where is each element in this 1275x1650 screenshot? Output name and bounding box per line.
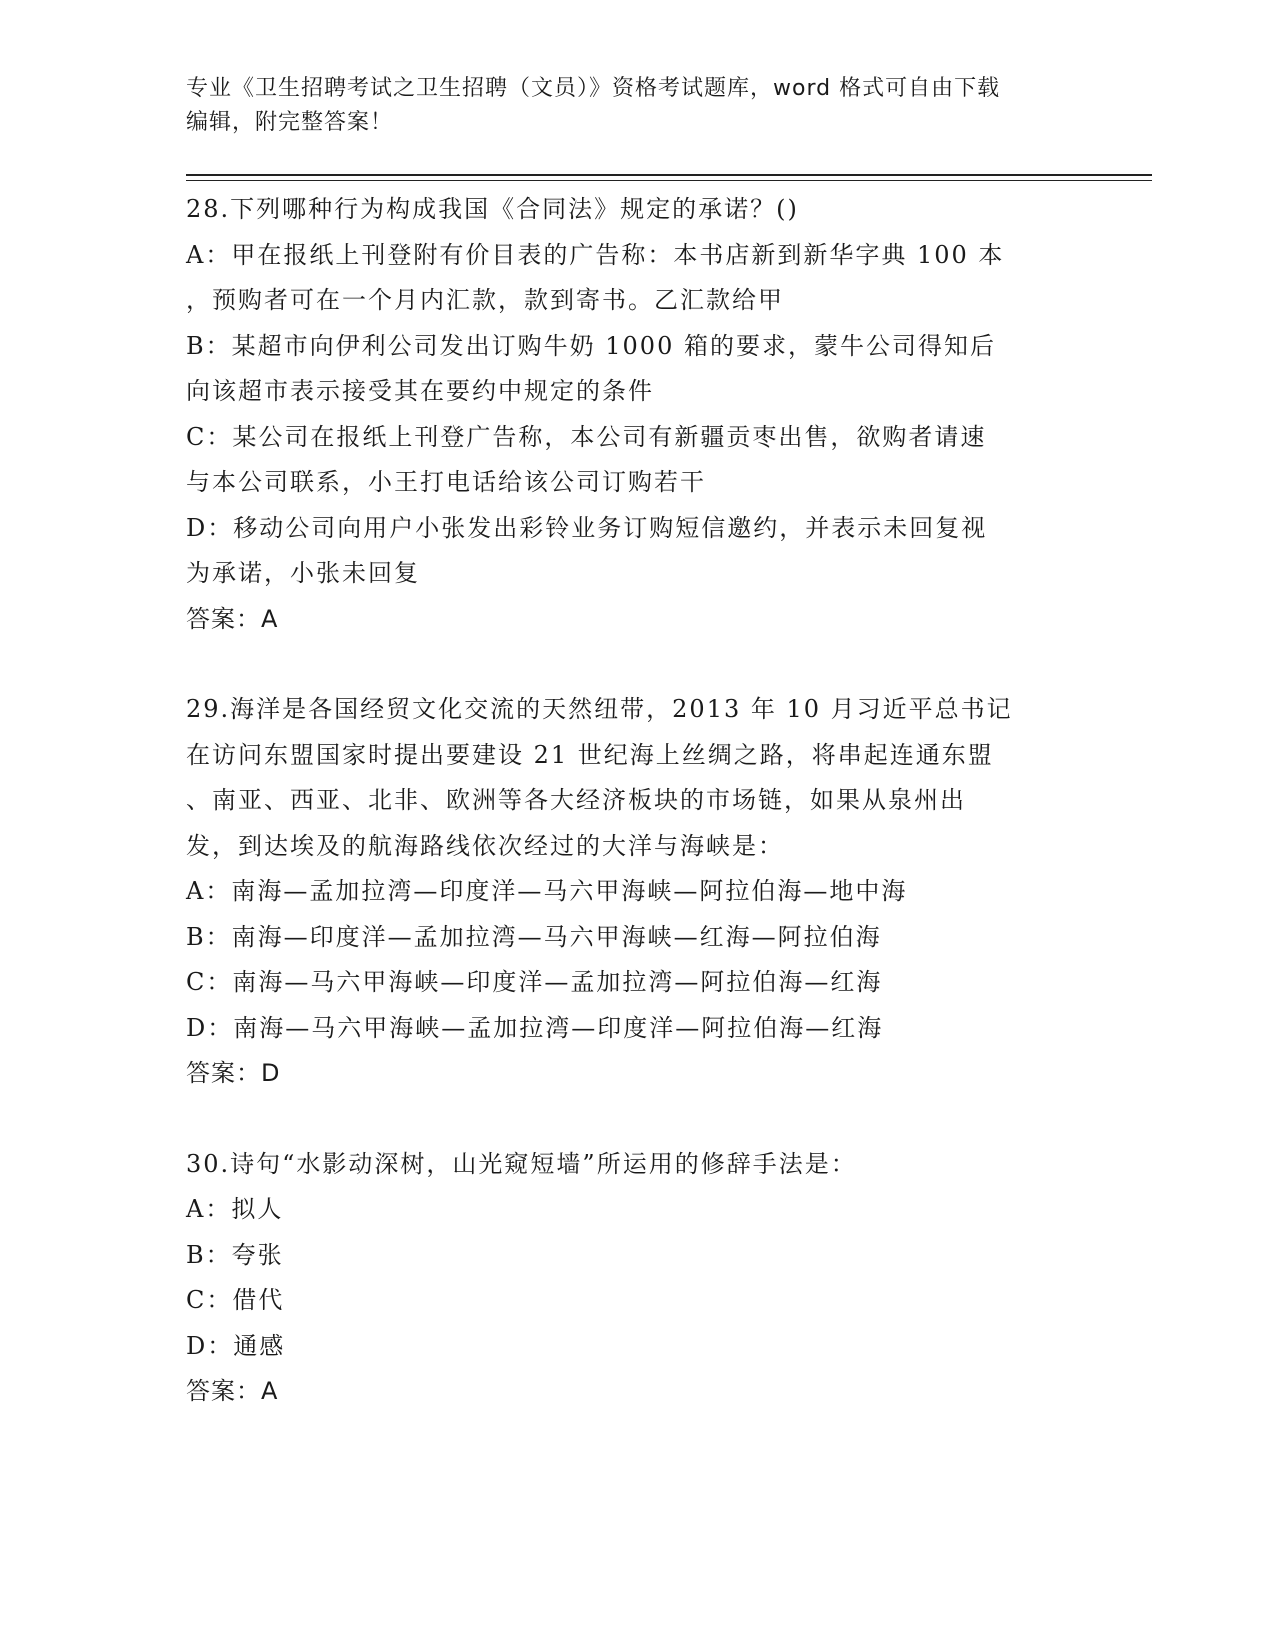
- header-line: 专业《卫生招聘考试之卫生招聘（文员）》资格考试题库，word 格式可自由下载: [186, 76, 1001, 101]
- question-stem-cont: 、南亚、西亚、北非、欧洲等各大经济板块的市场链，如果从泉州出: [186, 786, 966, 814]
- option-c: C：某公司在报纸上刊登广告称，本公司有新疆贡枣出售，欲购者请速: [186, 422, 987, 451]
- question-28: [186, 187, 1086, 642]
- spacer: [186, 1097, 1086, 1142]
- option-b-cont: 向该超市表示接受其在要约中规定的条件: [186, 377, 654, 405]
- option-a: A：南海—孟加拉湾—印度洋—马六甲海峡—阿拉伯海—地中海: [186, 877, 908, 905]
- option-b: B：某超市向伊利公司发出订购牛奶 1000 箱的要求，蒙牛公司得知后: [186, 331, 996, 360]
- question-stem: 30.诗句“水影动深树，山光窥短墙”所运用的修辞手法是：: [186, 1149, 857, 1178]
- question-stem: 28.下列哪种行为构成我国《合同法》规定的承诺？(): [186, 195, 799, 223]
- header-rule: [186, 174, 1152, 176]
- question-29: [186, 687, 1086, 1097]
- option-d-cont: 为承诺，小张未回复: [186, 559, 420, 587]
- spacer: [186, 642, 1086, 687]
- option-b: B：夸张: [186, 1240, 284, 1269]
- option-a-cont: ，预购者可在一个月内汇款，款到寄书。乙汇款给甲: [186, 286, 784, 314]
- option-d: D：南海—马六甲海峡—孟加拉湾—印度洋—阿拉伯海—红海: [186, 1013, 884, 1042]
- option-d: D：通感: [186, 1331, 286, 1360]
- question-stem: 29.海洋是各国经贸文化交流的天然纽带，2013 年 10 月习近平总书记: [186, 695, 1013, 723]
- answer: 答案：A: [186, 604, 279, 633]
- option-d: D：移动公司向用户小张发出彩铃业务订购短信邀约，并表示未回复视: [186, 513, 988, 542]
- option-a: A：甲在报纸上刊登附有价目表的广告称：本书店新到新华字典 100 本: [186, 240, 1005, 269]
- page-header: [186, 72, 1066, 140]
- option-c-cont: 与本公司联系，小王打电话给该公司订购若干: [186, 468, 706, 496]
- header-rule-thin: [186, 180, 1152, 181]
- answer: 答案：A: [186, 1377, 279, 1405]
- question-30: [186, 1142, 1086, 1415]
- option-a: A：拟人: [186, 1195, 284, 1223]
- option-c: C：借代: [186, 1286, 285, 1314]
- header-line: 编辑，附完整答案！: [186, 110, 394, 135]
- option-c: C：南海—马六甲海峡—印度洋—孟加拉湾—阿拉伯海—红海: [186, 968, 883, 996]
- question-stem-cont: 在访问东盟国家时提出要建设 21 世纪海上丝绸之路，将串起连通东盟: [186, 740, 994, 769]
- question-stem-cont: 发，到达埃及的航海路线依次经过的大洋与海峡是：: [186, 831, 784, 860]
- answer: 答案：D: [186, 1059, 281, 1087]
- question-list: [186, 187, 1086, 1415]
- option-b: B：南海—印度洋—孟加拉湾—马六甲海峡—红海—阿拉伯海: [186, 922, 882, 951]
